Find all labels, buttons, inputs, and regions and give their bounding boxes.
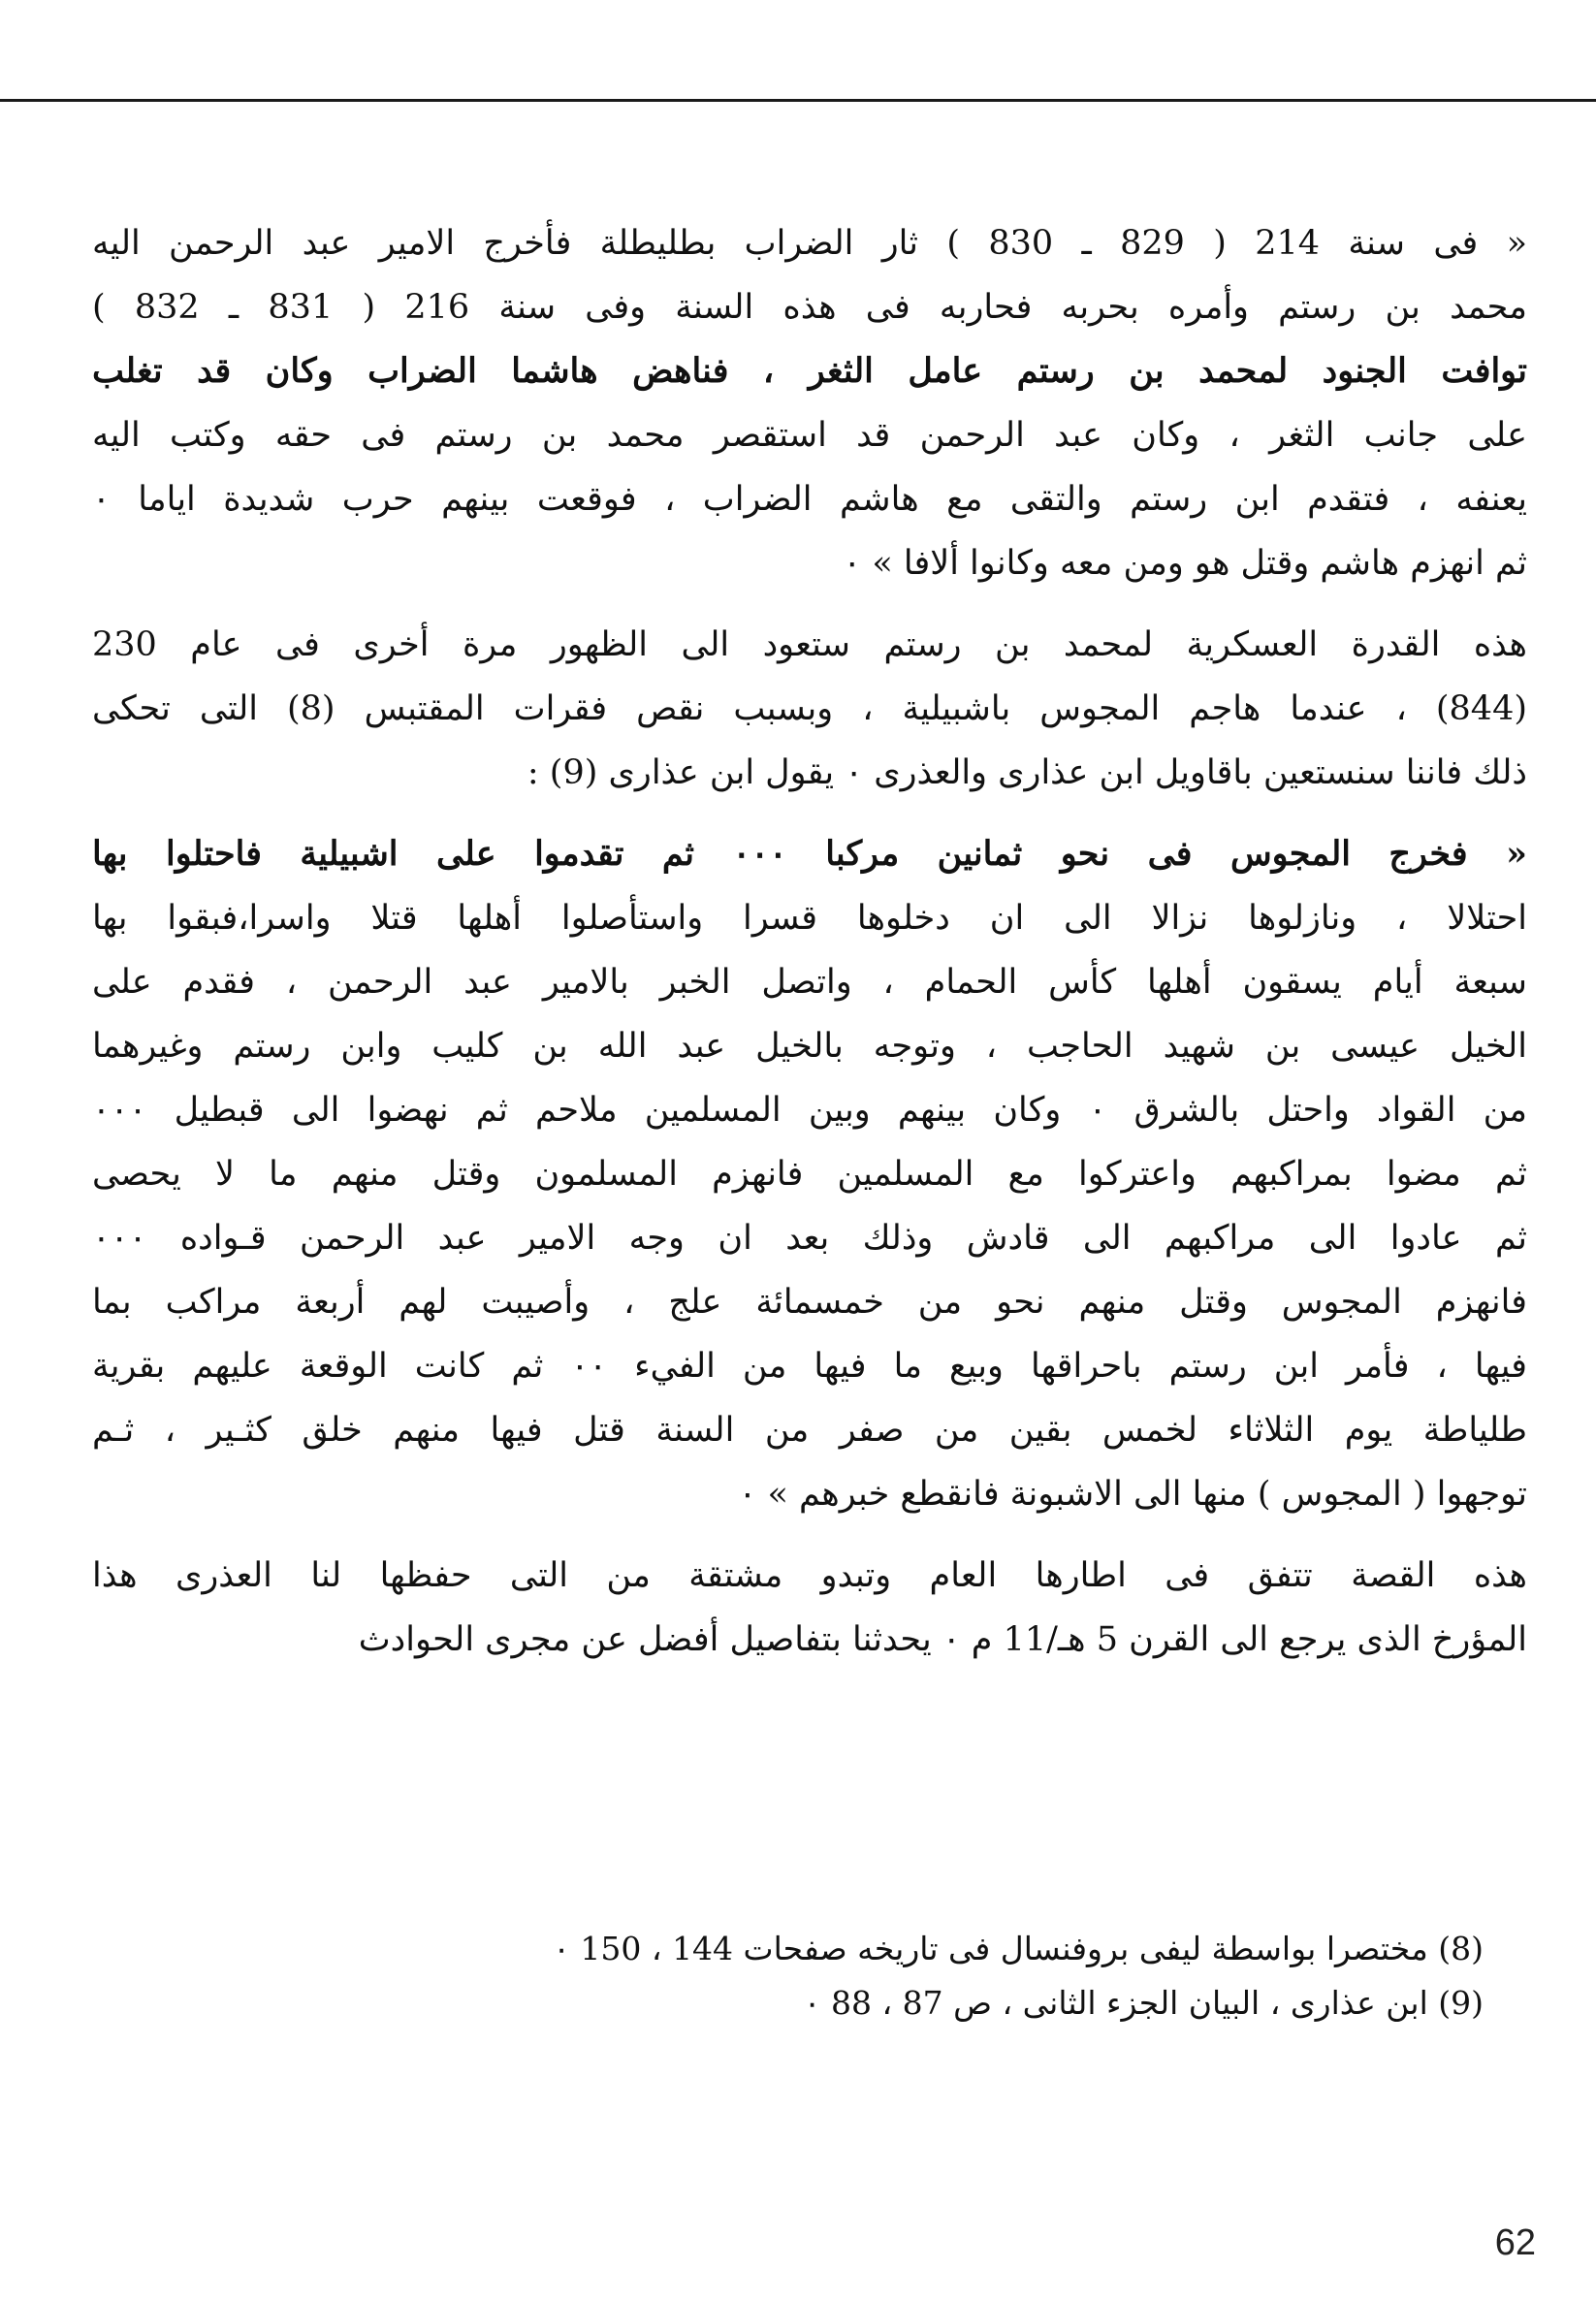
text-line: « فخرج المجوس فى نحو ثمانين مركبا ٠٠٠ ثم تقدموا على اشبيلية فاحتلوا بها	[92, 834, 1527, 874]
text-line: الخيل عيسى بن شهيد الحاجب ، وتوجه بالخيل عبد الله بن كليب وابن رستم وغيرهما	[92, 1027, 1527, 1066]
page-number: 62	[1494, 2222, 1536, 2263]
text-line: (844) ، عندما هاجم المجوس باشبيلية ، وبسبب نقص فقرات المقتبس (8) التى تحكى	[92, 689, 1527, 728]
text-line: توجهوا ( المجوس ) منها الى الاشبونة فانقطع خبرهم » ٠	[738, 1475, 1527, 1514]
footnote-8: (8) مختصرا بواسطة ليفى بروفنسال فى تاريخه صفحات 144 ، 150 ٠	[553, 1930, 1484, 1967]
main-text	[92, 211, 1527, 1672]
text-line: احتلالا ، ونازلوها نزالا الى ان دخلوها قسرا واستأصلوا أهلها قتلا واسرا،فبقوا بها	[92, 899, 1527, 938]
text-line: فيها ، فأمر ابن رستم باحراقها وبيع ما فيها من الفيء ٠٠ ثم كانت الوقعة عليهم بقرية	[92, 1347, 1527, 1386]
footnote-9: (9) ابن عذارى ، البيان الجزء الثانى ، ص 87 ، 88 ٠	[803, 1984, 1484, 2022]
text-line: ثم عادوا الى مراكبهم الى قادش وذلك بعد ان وجه الامير عبد الرحمن قـواده ٠٠٠	[92, 1219, 1527, 1258]
paragraph-3	[92, 822, 1527, 1526]
text-line: توافت الجنود لمحمد بن رستم عامل الثغر ، فناهض هاشما الضراب وكان قد تغلب	[92, 351, 1527, 391]
text-line: المؤرخ الذى يرجع الى القرن 5 هـ/11 م ٠ يحدثنا بتفاصيل أفضل عن مجرى الحوادث	[358, 1620, 1527, 1659]
text-line: على جانب الثغر ، وكان عبد الرحمن قد استقصر محمد بن رستم فى حقه وكتب اليه	[92, 416, 1527, 455]
paragraph-2	[92, 613, 1527, 805]
text-line: ثم انهزم هاشم وقتل هو ومن معه وكانوا ألافا » ٠	[843, 544, 1527, 583]
text-line: « فى سنة 214 ( 829 ـ 830 ) ثار الضراب بطليطلة فأخرج الامير عبد الرحمن اليه	[92, 224, 1527, 263]
paragraph-4	[92, 1544, 1527, 1672]
text-line: هذه القدرة العسكرية لمحمد بن رستم ستعود الى الظهور مرة أخرى فى عام 230	[92, 625, 1527, 664]
text-line: محمد بن رستم وأمره بحربه فحاربه فى هذه السنة وفى سنة 216 ( 831 ـ 832 )	[92, 288, 1528, 327]
text-line: فانهزم المجوس وقتل منهم نحو من خمسمائة علج ، وأصيبت لهم أربعة مراكب بما	[92, 1283, 1527, 1322]
text-line: سبعة أيام يسقون أهلها كأس الحمام ، واتصل الخبر بالامير عبد الرحمن ، فقدم على	[92, 963, 1527, 1002]
text-line: ثم مضوا بمراكبهم واعتركوا مع المسلمين فانهزم المسلمون وقتل منهم ما لا يحصى	[92, 1155, 1527, 1194]
text-line: هذه القصة تتفق فى اطارها العام وتبدو مشتقة من التى حفظها لنا العذرى هذا	[92, 1556, 1527, 1595]
text-line: ذلك فاننا سنستعين باقاويل ابن عذارى والعذرى ٠ يقول ابن عذارى (9) :	[527, 753, 1527, 792]
text-line: يعنفه ، فتقدم ابن رستم والتقى مع هاشم الضراب ، فوقعت بينهم حرب شديدة اياما ٠	[92, 480, 1527, 519]
top-rule	[0, 99, 1596, 102]
text-line: طلياطة يوم الثلاثاء لخمس بقين من صفر من السنة قتل فيها منهم خلق كثـير ، ثـم	[92, 1411, 1527, 1450]
text-line: من القواد واحتل بالشرق ٠ وكان بينهم وبين المسلمين ملاحم ثم نهضوا الى قبطيل ٠٠٠	[92, 1091, 1527, 1130]
footnotes	[291, 1922, 1484, 2030]
paragraph-1	[92, 211, 1527, 595]
